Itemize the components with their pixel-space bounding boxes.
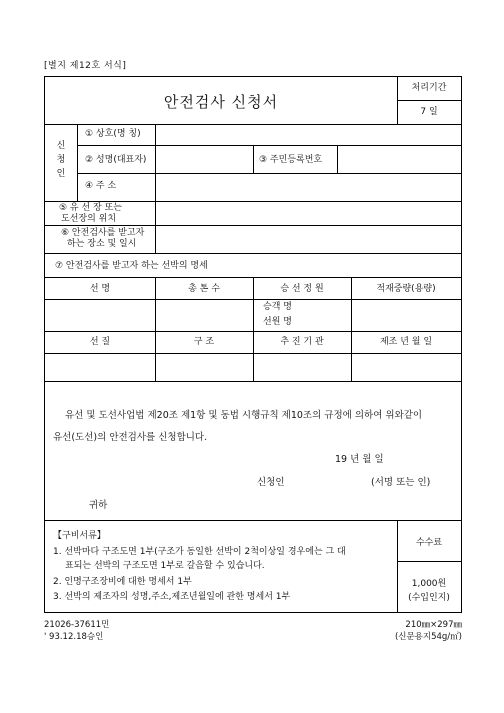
application-date: 19 년 월 일 [335,454,384,465]
col-load-weight: 적재중량(용량) [376,284,436,294]
addressee-label: 귀하 [89,500,108,511]
ship-details-heading: ⑦ 안전검사를 받고자 하는 선박의 명세 [55,261,208,271]
form-code: 21026-37611민 [44,620,110,630]
ferry-location-label: ⑤ 유 선 장 또는 도선장의 위치 [59,203,122,224]
col-capacity: 승 선 정 원 [280,284,324,294]
resident-number-label: ③ 주민등록번호 [259,155,323,165]
fee-note: (수입인지) [408,593,450,603]
col-ship-name: 선 명 [89,284,111,294]
paper-type: (신문용지54g/㎡) [394,632,462,642]
address-label: ④ 주 소 [85,181,117,191]
approval-date: ' 93.12.18승인 [44,632,104,642]
processing-period-days: 7 일 [420,107,438,117]
signature-label: (서명 또는 인) [371,477,431,488]
fee-amount: 1,000원 [411,579,447,589]
required-documents-heading: 【구비서류】 [53,531,106,541]
document-item-1-cont: 표되는 선박의 구조도면 1부로 갈음할 수 있습니다. [65,561,265,571]
applicant-label: 신청인 [257,477,285,488]
document-item-1: 1. 선박마다 구조도면 1부(구조가 동일한 선박이 2척이상일 경우에는 그 대 [53,547,346,557]
col-structure: 구 조 [193,337,215,347]
crew-count-label: 선원 명 [263,317,292,327]
application-form [44,76,462,613]
statement-line-2: 유선(도선)의 안전검사를 신청합니다. [53,432,208,443]
form-number-label: [별지 제12호 서식] [44,61,127,71]
col-gross-tonnage: 총 톤 수 [188,284,220,294]
statement-line-1: 유선 및 도선사업법 제20조 제1항 및 동법 시행규칙 제10조의 규정에 의하여 위와같이 [65,410,423,421]
document-item-2: 2. 인명구조장비에 대한 명세서 1부 [53,577,192,587]
col-manufacture-date: 제조 년 월 일 [379,337,433,347]
representative-name-label: ② 성명(대표자) [85,155,147,165]
fee-label: 수수료 [415,538,443,548]
passengers-count-label: 승객 명 [263,302,292,312]
form-title: 안전검사 신청서 [163,93,279,111]
applicant-section-label: 신 청 인 [56,141,66,179]
document-item-3: 3. 선박의 제조자의 성명,주소,제조년월일에 관한 명세서 1부 [53,592,291,602]
col-propulsion: 추 진 기 관 [280,337,324,347]
inspection-place-label: ⑥ 안전검사를 받고자 하는 장소 및 일시 [61,228,145,249]
paper-size: 210㎜×297㎜ [405,620,462,630]
processing-period-label: 처리기간 [411,83,447,93]
trade-name-label: ① 상호(명 칭) [85,129,141,139]
col-hull-material: 선 질 [89,337,111,347]
